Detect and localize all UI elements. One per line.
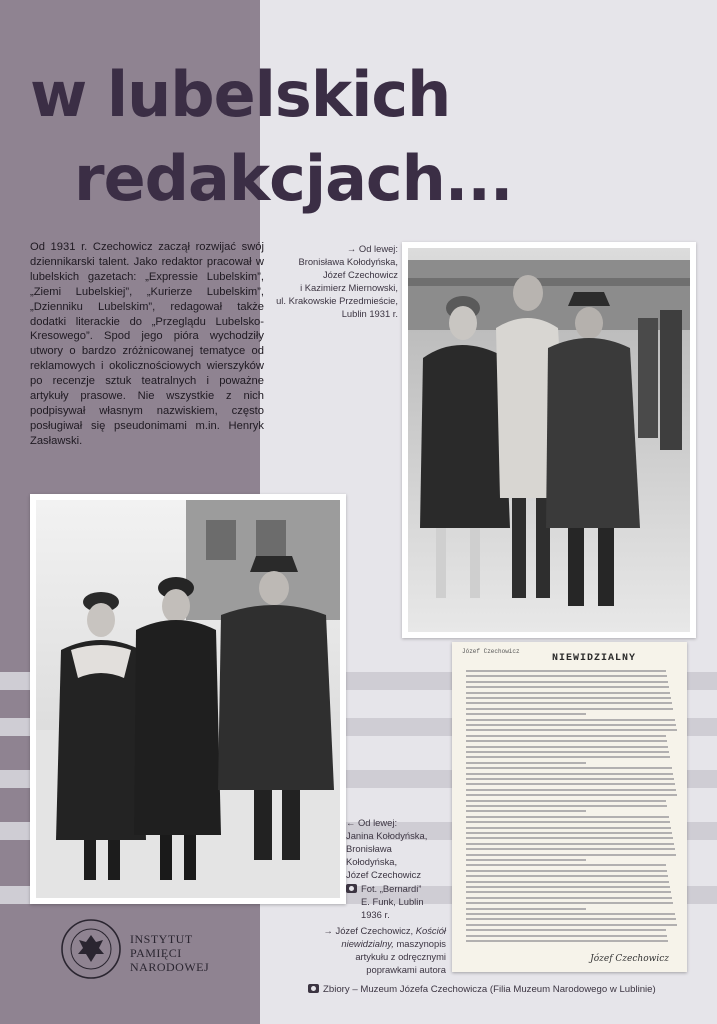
typewritten-document (452, 642, 687, 972)
document-text-line (466, 859, 586, 861)
document-text-line (466, 729, 677, 731)
document-text-line (466, 913, 675, 915)
document-text-line (466, 854, 676, 856)
camera-icon (346, 884, 357, 893)
document-text-line (466, 821, 670, 823)
caption-document: → Józef Czechowicz, Kościół niewidzialny, maszynopis artykułu z odręcznymi poprawkami autora (323, 925, 446, 975)
arrow-left-icon: ← (346, 817, 356, 828)
photo-krakowskie-przedmiescie (402, 242, 696, 638)
ipn-logo (60, 918, 122, 985)
arrow-right-icon: → (346, 243, 357, 254)
document-text-line (466, 827, 671, 829)
document-text-line (466, 778, 674, 780)
document-text-line (466, 773, 673, 775)
document-signature: Józef Czechowicz (590, 954, 669, 964)
document-text-line (466, 870, 667, 872)
intro-paragraph: Od 1931 r. Czechowicz zaczął rozwijać swój dziennikarski talent. Jako redaktor pracował w lubelskich gazetach: „Expressie Lubelskim”, „Ziemi Lubelskiej”, „Kurierze Lubelskim”, „Dzienniku Lubelskim”, redagował także dodatki literackie do „Przeglądu Lubelsko-Kresowego”. Spod jego pióra wychodziły utwory o bardzo zróżnicowanej tematyce od reklamowych i okolicznościowych wierszyków po recenzje sztuk teatralnych i poważne artykuły prasowe. Nie wszystkie z nich podpisywał własnym nazwiskiem, często posługiwał się pseudonimami m.in. Henryk Zasławski. (30, 241, 264, 447)
document-text-line (466, 702, 672, 704)
ipn-logo-text: INSTYTUT PAMIĘCI NARODOWEJ (130, 932, 210, 974)
document-text-line (466, 918, 676, 920)
document-text-line (466, 810, 586, 812)
document-text-line (466, 675, 667, 677)
document-text-line (466, 832, 672, 834)
document-text-line (466, 816, 669, 818)
document-text-line (466, 800, 666, 802)
document-text-line (466, 924, 677, 926)
document-text-line (466, 762, 586, 764)
document-text-line (466, 686, 669, 688)
document-text-line (466, 881, 669, 883)
document-title: NIEWIDZIALNY (552, 653, 637, 664)
arrow-right-icon: → (323, 925, 333, 936)
document-text-line (466, 897, 672, 899)
document-text-line (466, 746, 668, 748)
caption-middle-photo: ← Od lewej: Janina Kołodyńska, Bronisława Kołodyńska, Józef Czechowicz Fot. „Bernardi” E. Funk, Lublin 1936 r. (346, 816, 440, 921)
ipn-seal-icon (60, 918, 122, 980)
document-text-line (466, 735, 666, 737)
document-text-line (466, 805, 667, 807)
document-text-line (466, 902, 673, 904)
document-text-line (466, 751, 669, 753)
document-text-line (466, 713, 586, 715)
document-text-line (466, 724, 676, 726)
page-title-line2: redakcjach... (74, 142, 513, 215)
document-text-line (466, 875, 668, 877)
photo-credit: Fot. „Bernardi” E. Funk, Lublin 1936 r. (346, 882, 440, 921)
photo-image (36, 500, 340, 898)
document-text-line (466, 935, 667, 937)
document-text-line (466, 794, 677, 796)
footer-credit: Zbiory – Muzeum Józefa Czechowicza (Filia Muzeum Narodowego w Lublinie) (308, 984, 656, 995)
document-text-line (466, 697, 671, 699)
caption-top-photo: → Od lewej: Bronisława Kołodyńska, Józef Czechowicz i Kazimierz Miernowski, ul. Krakowskie Przedmieście, Lublin 1931 r. (276, 243, 398, 319)
document-text-line (466, 843, 674, 845)
document-text-line (466, 864, 666, 866)
document-text-line (466, 681, 668, 683)
page-title-line1: w lubelskich (30, 58, 451, 131)
document-text-line (466, 789, 676, 791)
document-text-line (466, 692, 670, 694)
document-text-line (466, 670, 666, 672)
document-text-line (466, 783, 675, 785)
photo-lublin-1936 (30, 494, 346, 904)
document-author: Józef Czechowicz (462, 648, 520, 655)
camera-icon (308, 984, 319, 993)
document-text-line (466, 837, 673, 839)
document-text-line (466, 740, 667, 742)
document-text-line (466, 929, 666, 931)
document-text-line (466, 719, 675, 721)
document-text-line (466, 756, 670, 758)
document-text-line (466, 886, 670, 888)
document-text-line (466, 908, 586, 910)
document-text-line (466, 708, 673, 710)
document-text-line (466, 767, 672, 769)
document-text-line (466, 940, 668, 942)
photo-image (408, 248, 690, 632)
document-text-line (466, 891, 671, 893)
document-text-line (466, 848, 675, 850)
